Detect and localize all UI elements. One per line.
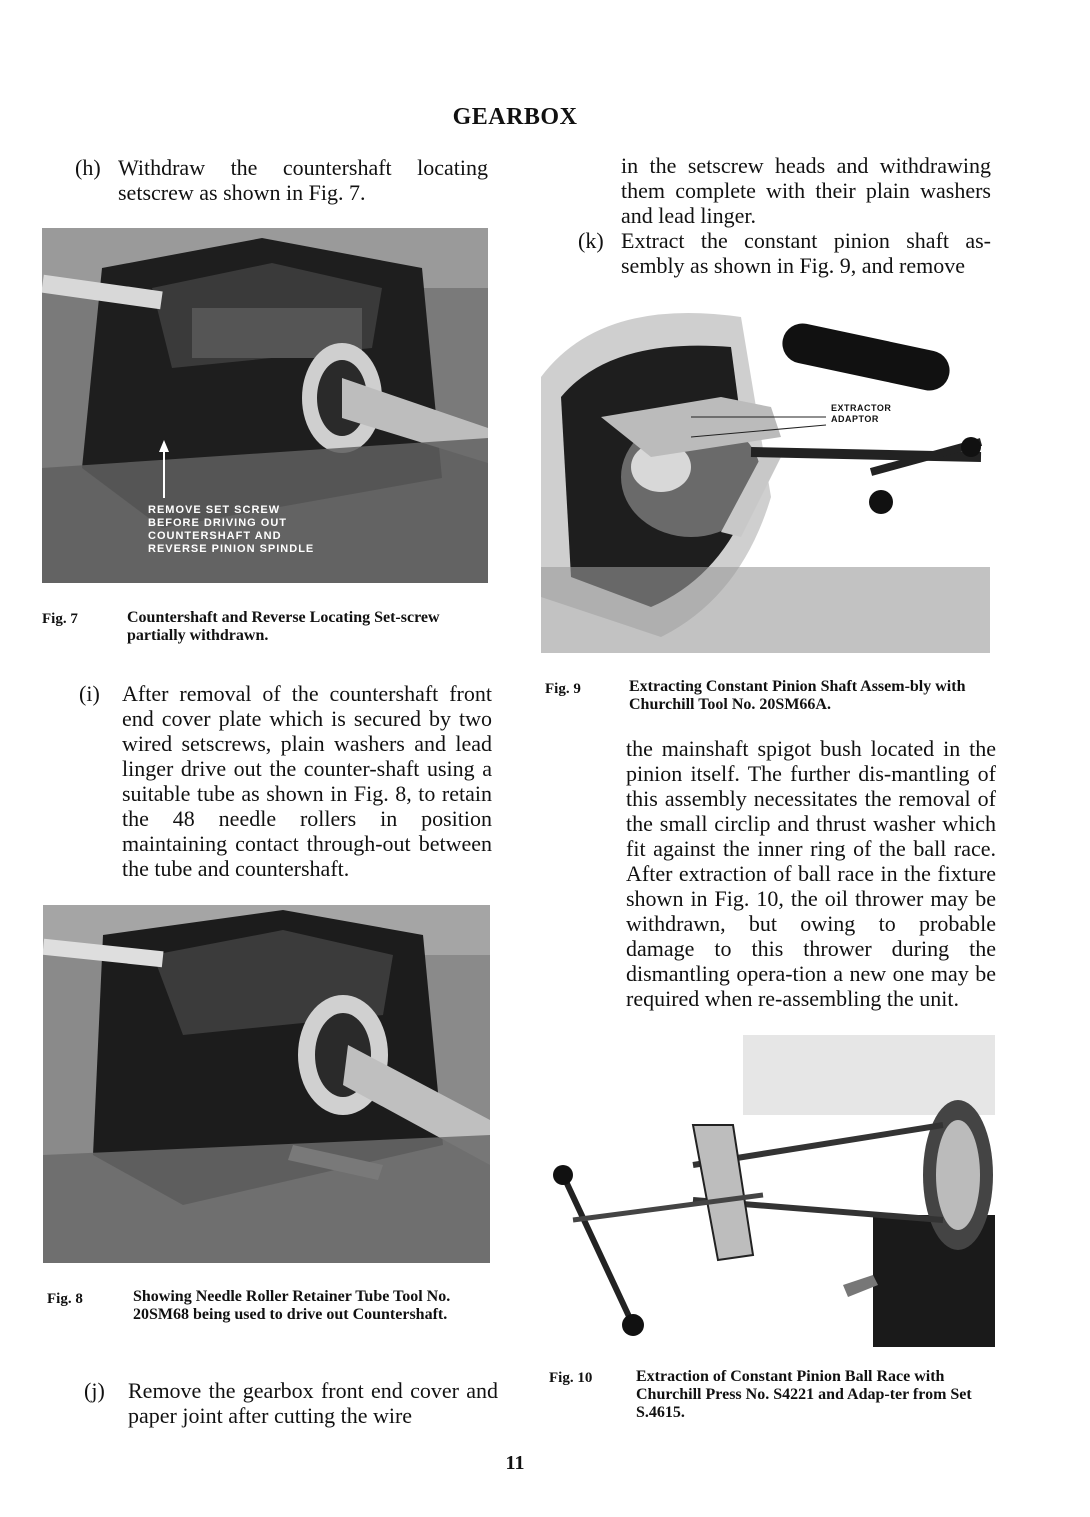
fig7-overlay-line: BEFORE DRIVING OUT <box>148 517 288 529</box>
fig9-number: Fig. 9 <box>545 681 581 697</box>
fig7-overlay-line: REMOVE SET SCREW <box>148 504 281 516</box>
fig10-number: Fig. 10 <box>549 1370 593 1386</box>
step-i-text: After removal of the countershaft front end cover plate which is secured by two wired setscrews, plain washers and lead linger drive out the counter-shaft using a suitable tube as shown in Fig. 8, to retain the 48 needle rollers in position maintaining contact through-out between the tube and countershaft. <box>122 681 492 881</box>
fig10-photo <box>543 1035 995 1347</box>
step-k-text: Extract the constant pinion shaft as-sembly as shown in Fig. 9, and remove <box>621 228 991 278</box>
step-j-continued-text: in the setscrew heads and withdrawing them complete with their plain washers and lead linger. <box>621 153 991 228</box>
page-number: 11 <box>505 1452 525 1474</box>
step-j-label: (j) <box>84 1378 105 1403</box>
fig8-illustration <box>43 905 490 1263</box>
fig9-illustration <box>541 297 990 653</box>
fig8-photo <box>43 905 490 1263</box>
step-h-label: (h) <box>75 155 101 180</box>
fig9-extractor-label: EXTRACTOR <box>831 403 892 413</box>
fig9-caption: Extracting Constant Pinion Shaft Assem-bly with Churchill Tool No. 20SM66A. <box>629 678 966 713</box>
step-k-continued-text: the mainshaft spigot bush located in the pinion itself. The further dis-mantling of this assembly necessitates the removal of the small circlip and thrust washer which fit against the inner ring of the ball race. After extraction of ball race in the fixture shown in Fig. 10, the oil thrower may be withdrawn, but owing to probable damage to this thrower during the dismantling opera-tion a new one may be required when re-assembling the unit. <box>626 736 996 1011</box>
fig7-number: Fig. 7 <box>42 611 78 627</box>
fig7-overlay-label <box>148 504 314 556</box>
fig8-number: Fig. 8 <box>47 1291 83 1307</box>
fig7-photo <box>42 228 488 583</box>
fig10-illustration <box>543 1035 995 1347</box>
fig7-caption: Countershaft and Reverse Locating Set-screw partially withdrawn. <box>127 609 440 644</box>
fig8-caption: Showing Needle Roller Retainer Tube Tool No. 20SM68 being used to drive out Countershaft. <box>133 1288 451 1323</box>
fig9-adaptor-label: ADAPTOR <box>831 414 879 424</box>
step-k-label: (k) <box>578 228 604 253</box>
step-j-text: Remove the gearbox front end cover and paper joint after cutting the wire <box>128 1378 498 1428</box>
step-h-text: Withdraw the countershaft locating setscrew as shown in Fig. 7. <box>118 155 488 205</box>
fig7-overlay-line: COUNTERSHAFT AND <box>148 530 282 542</box>
fig9-photo <box>541 297 990 653</box>
fig7-overlay-line: REVERSE PINION SPINDLE <box>148 543 315 555</box>
page-title: GEARBOX <box>452 104 578 130</box>
step-i-label: (i) <box>79 681 100 706</box>
fig10-caption: Extraction of Constant Pinion Ball Race with Churchill Press No. S4221 and Adap-ter from Set S.4615. <box>636 1368 972 1421</box>
